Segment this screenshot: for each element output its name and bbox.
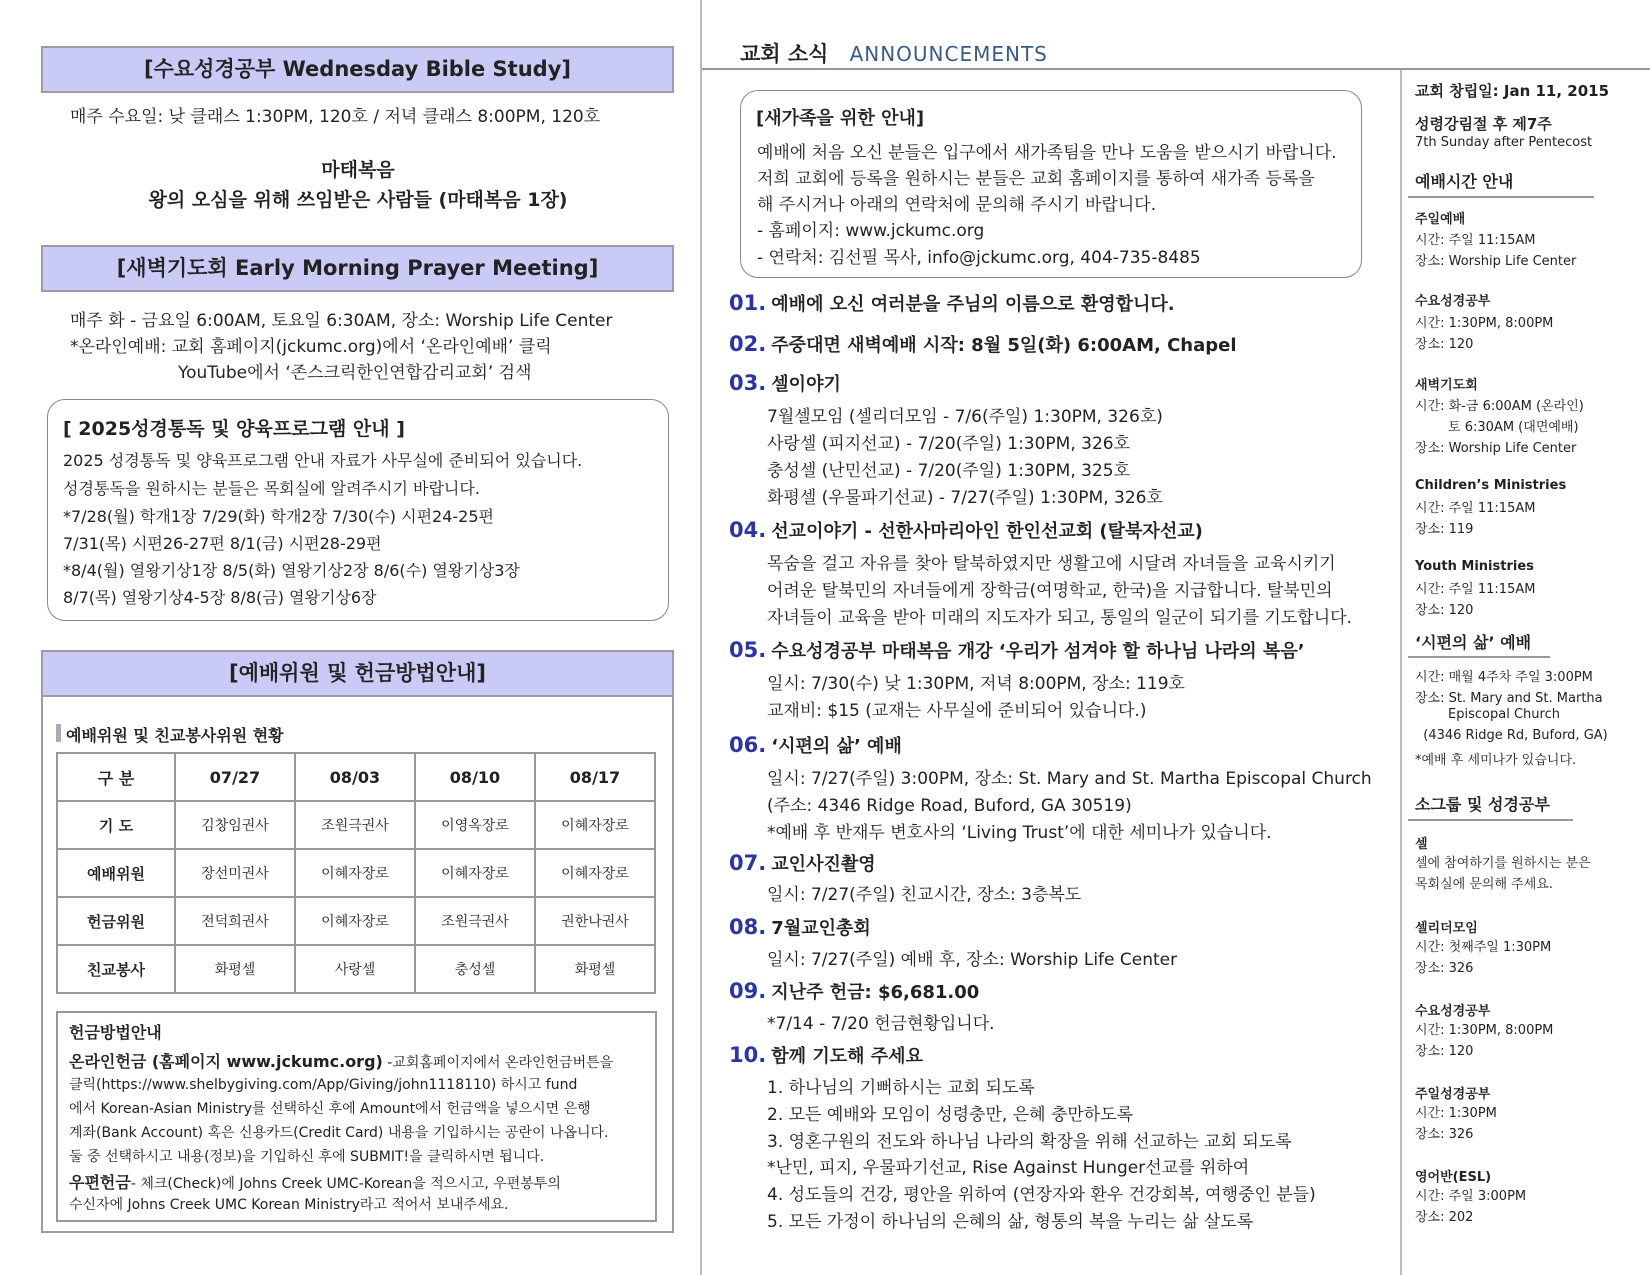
item-line: *예배 후 반재두 변호사의 ‘Living Trust’에 대한 세미나가 있습니다.	[767, 823, 1272, 843]
service-line: 시간: 화-금 6:00AM (온라인)	[1415, 399, 1584, 414]
duty-table	[56, 752, 656, 994]
table-cell: 조원극권사	[415, 897, 535, 945]
offering-line: 계좌(Bank Account) 혹은 신용카드(Credit Card) 내용을 기입하시는 공란이 나옵니다.	[69, 1125, 609, 1141]
offering-mail-label: 우편헌금	[69, 1173, 131, 1192]
offering-line: 에서 Korean-Asian Ministry를 선택하신 후에 Amount에서 헌금액을 넣으시면 은행	[69, 1101, 591, 1117]
table-cell: 이영옥장로	[415, 801, 535, 849]
worship-heading-rule	[1408, 196, 1594, 198]
table-header-row	[57, 753, 655, 801]
service-name: Youth Ministries	[1415, 559, 1534, 574]
offering-online-text: -교회홈페이지에서 온라인헌금버튼을	[382, 1055, 614, 1071]
service-line: 시간: 주일 11:15AM	[1415, 582, 1536, 597]
group-line: 시간: 주일 3:00PM	[1415, 1189, 1527, 1204]
table-cell: 사랑셀	[295, 945, 415, 993]
sidebar-divider	[1400, 70, 1402, 1275]
newcomer-line: - 홈페이지: www.jckumc.org	[757, 221, 985, 241]
item-line: *7/14 - 7/20 헌금현황입니다.	[767, 1014, 995, 1034]
table-cell: 전덕희권사	[175, 897, 295, 945]
table-cell: 이혜자장로	[295, 897, 415, 945]
service-line: 시간: 1:30PM, 8:00PM	[1415, 316, 1554, 331]
service-name: 새벽기도회	[1415, 378, 1478, 393]
group-line: 셀에 참여하기를 원하시는 분은	[1415, 856, 1591, 871]
reading-line: 8/7(목) 열왕기상4-5장 8/8(금) 열왕기상6장	[63, 588, 377, 607]
newcomer-line: 예배에 처음 오신 분들은 입구에서 새가족팀을 만나 도움을 받으시기 바랍니다.	[757, 143, 1337, 163]
service-line: 장소: Worship Life Center	[1415, 441, 1577, 456]
item-line: 일시: 7/27(주일) 3:00PM, 장소: St. Mary and St. Martha Episcopal Church	[767, 769, 1372, 789]
announcements-title-en: ANNOUNCEMENTS	[849, 42, 1048, 66]
table-cell: 이혜자장로	[535, 849, 655, 897]
item-line: 7월셀모임 (셀리더모임 - 7/6(주일) 1:30PM, 326호)	[767, 407, 1163, 427]
announcement-item	[729, 978, 979, 1004]
offering-online	[69, 1049, 613, 1072]
group-name: 셀	[1415, 837, 1428, 852]
table-row	[57, 897, 655, 945]
psalm-line: (4346 Ridge Rd, Buford, GA)	[1415, 728, 1608, 743]
service-line: 시간: 주일 11:15AM	[1415, 501, 1536, 516]
bible-study-book: 마태복음	[321, 159, 395, 181]
service-line: 토 6:30AM (대면예배)	[1415, 420, 1579, 435]
item-number: 05.	[729, 638, 767, 662]
table-cell: 조원극권사	[295, 801, 415, 849]
announcement-item	[729, 1042, 923, 1068]
item-title: ‘시편의 삶’ 예배	[771, 736, 902, 757]
newcomer-line: 저희 교회에 등록을 원하시는 분들은 교회 홈페이지를 통하여 새가족 등록을	[757, 169, 1315, 189]
item-title: 수요성경공부 마태복음 개강 ‘우리가 섬겨야 할 하나님 나라의 복음’	[771, 641, 1305, 662]
duty-subheading-marker	[56, 724, 61, 742]
page-fold-divider	[700, 0, 702, 1275]
item-number: 10.	[729, 1043, 767, 1067]
psalm-heading: ‘시편의 삶’ 예배	[1415, 633, 1532, 652]
item-line: *난민, 피지, 우물파기선교, Rise Against Hunger선교를 위하여	[767, 1158, 1250, 1178]
item-number: 09.	[729, 979, 767, 1003]
item-line: 2. 모든 예배와 모임이 성령충만, 은혜 충만하도록	[767, 1105, 1134, 1125]
group-heading: 소그룹 및 성경공부	[1415, 795, 1550, 814]
table-cell: 화평셀	[535, 945, 655, 993]
announcement-item	[729, 914, 871, 940]
item-line: 일시: 7/30(수) 낮 1:30PM, 저녁 8:00PM, 장소: 119호	[767, 674, 1185, 694]
item-number: 01.	[729, 291, 767, 315]
item-line: 일시: 7/27(주일) 친교시간, 장소: 3층복도	[767, 885, 1082, 905]
reading-heading: [ 2025성경통독 및 양육프로그램 안내 ]	[63, 418, 405, 440]
table-row-label: 기 도	[57, 801, 175, 849]
psalm-heading-rule	[1408, 656, 1550, 658]
offering-mail-text: - 체크(Check)에 Johns Creek UMC-Korean을 적으시고, 우편봉투의	[130, 1176, 561, 1192]
table-cell: 이혜자장로	[535, 801, 655, 849]
reading-line: *7/28(월) 학개1장 7/29(화) 학개2장 7/30(수) 시편24-25편	[63, 507, 494, 526]
offering-line: 둘 중 선택하시고 내용(정보)을 기입하신 후에 SUBMIT!을 클릭하시면 됩니다.	[69, 1149, 545, 1165]
group-line: 장소: 326	[1415, 961, 1474, 976]
psalm-line: Episcopal Church	[1415, 707, 1560, 722]
announcements-title-ko: 교회 소식	[740, 42, 829, 66]
reading-line: 성경통독을 원하시는 분들은 목회실에 알려주시기 바랍니다.	[63, 479, 480, 498]
item-line: (주소: 4346 Ridge Road, Buford, GA 30519)	[767, 796, 1132, 816]
psalm-line: 장소: St. Mary and St. Martha	[1415, 691, 1603, 706]
bible-study-schedule: 매주 수요일: 낮 클래스 1:30PM, 120호 / 저녁 클래스 8:00PM, 120호	[70, 107, 601, 127]
service-line: 장소: 120	[1415, 337, 1474, 352]
table-row	[57, 849, 655, 897]
announcement-item	[729, 850, 876, 876]
table-cell: 김창임권사	[175, 801, 295, 849]
service-name: 주일예배	[1415, 212, 1466, 227]
item-title: 지난주 헌금: $6,681.00	[771, 982, 980, 1003]
announcement-item	[729, 637, 1305, 663]
group-name: 영어반(ESL)	[1415, 1170, 1492, 1185]
table-cell: 이혜자장로	[295, 849, 415, 897]
table-row	[57, 801, 655, 849]
newcomer-line: - 연락처: 김선필 목사, info@jckumc.org, 404-735-8485	[757, 248, 1201, 268]
table-header-cell: 08/03	[295, 753, 415, 801]
item-line: 일시: 7/27(주일) 예배 후, 장소: Worship Life Center	[767, 950, 1178, 970]
announcement-item	[729, 370, 841, 396]
group-heading-rule	[1408, 819, 1573, 821]
item-title: 교인사진촬영	[771, 854, 876, 875]
announcements-rule	[702, 68, 1650, 70]
prayer-youtube: YouTube에서 ‘존스크릭한인연합감리교회’ 검색	[178, 363, 532, 383]
group-line: 장소: 120	[1415, 1044, 1474, 1059]
item-line: 5. 모든 가정이 하나님의 은혜의 삶, 형통의 복을 누리는 삶 살도록	[767, 1212, 1254, 1232]
service-line: 장소: 119	[1415, 522, 1474, 537]
item-title: 함께 기도해 주세요	[771, 1046, 923, 1067]
reading-line: 7/31(목) 시편26-27편 8/1(금) 시편28-29편	[63, 534, 382, 553]
item-line: 어려운 탈북민의 자녀들에게 장학금(여명학교, 한국)을 지급합니다. 탈북민의	[767, 581, 1333, 601]
table-row-label: 친교봉사	[57, 945, 175, 993]
newcomer-heading: [새가족을 위한 안내]	[756, 108, 925, 129]
founded-date: 교회 창립일: Jan 11, 2015	[1415, 82, 1610, 100]
table-cell: 장선미권사	[175, 849, 295, 897]
reading-line: *8/4(월) 열왕기상1장 8/5(화) 열왕기상2장 8/6(수) 열왕기상3장	[63, 561, 520, 580]
bible-study-topic: 왕의 오심을 위해 쓰임받은 사람들 (마태복음 1장)	[148, 189, 568, 211]
service-line: 장소: 120	[1415, 603, 1474, 618]
table-cell: 권한나권사	[535, 897, 655, 945]
group-name: 주일성경공부	[1415, 1087, 1491, 1102]
table-row-label: 예배위원	[57, 849, 175, 897]
group-line: 시간: 첫째주일 1:30PM	[1415, 940, 1552, 955]
offering-heading: 헌금방법안내	[69, 1023, 162, 1042]
group-line: 장소: 326	[1415, 1127, 1474, 1142]
item-number: 08.	[729, 915, 767, 939]
item-line: 목숨을 걸고 자유를 찾아 탈북하였지만 생활고에 시달려 자녀들을 교육시키기	[767, 554, 1336, 574]
service-line: 장소: Worship Life Center	[1415, 254, 1577, 269]
group-line: 장소: 202	[1415, 1210, 1474, 1225]
group-line: 목회실에 문의해 주세요.	[1415, 877, 1553, 892]
item-line: 사랑셀 (피지선교) - 7/20(주일) 1:30PM, 326호	[767, 434, 1131, 454]
duty-subheading: 예배위원 및 친교봉사위원 현황	[66, 726, 284, 745]
worship-heading: 예배시간 안내	[1415, 172, 1514, 191]
group-line: 시간: 1:30PM, 8:00PM	[1415, 1023, 1554, 1038]
duty-heading: [예배위원 및 헌금방법안내]	[41, 650, 674, 697]
group-name: 셀리더모임	[1415, 921, 1478, 936]
announcement-item	[729, 517, 1203, 543]
item-title: 주중대면 새벽예배 시작: 8월 5일(화) 6:00AM, Chapel	[771, 335, 1237, 356]
item-line: 자녀들이 교육을 받아 미래의 지도자가 되고, 통일의 일군이 되기를 기도합니다.	[767, 608, 1352, 628]
table-cell: 이혜자장로	[415, 849, 535, 897]
bible-study-heading: [수요성경공부 Wednesday Bible Study]	[41, 46, 674, 93]
item-line: 4. 성도들의 건강, 평안을 위하여 (연장자와 환우 건강회복, 여행중인 분들)	[767, 1185, 1316, 1205]
prayer-online: *온라인예배: 교회 홈페이지(jckumc.org)에서 ‘온라인예배’ 클릭	[70, 337, 552, 357]
item-title: 셀이야기	[771, 374, 841, 395]
reading-line: 2025 성경통독 및 양육프로그램 안내 자료가 사무실에 준비되어 있습니다.	[63, 451, 583, 470]
item-number: 03.	[729, 371, 767, 395]
item-number: 06.	[729, 733, 767, 757]
service-line: 시간: 주일 11:15AM	[1415, 233, 1536, 248]
offering-line: 클릭(https://www.shelbygiving.com/App/Giving/john1118110) 하시고 fund	[69, 1077, 578, 1093]
item-line: 충성셀 (난민선교) - 7/20(주일) 1:30PM, 325호	[767, 461, 1131, 481]
table-row	[57, 945, 655, 993]
offering-online-label: 온라인헌금 (홈페이지 www.jckumc.org)	[69, 1052, 383, 1071]
announcement-item	[729, 732, 902, 758]
item-number: 07.	[729, 851, 767, 875]
table-cell: 화평셀	[175, 945, 295, 993]
psalm-line: *예배 후 세미나가 있습니다.	[1415, 753, 1577, 768]
table-header-cell: 08/17	[535, 753, 655, 801]
group-name: 수요성경공부	[1415, 1004, 1491, 1019]
table-header-cell: 07/27	[175, 753, 295, 801]
item-line: 화평셀 (우물파기선교) - 7/27(주일) 1:30PM, 326호	[767, 488, 1163, 508]
table-header-cell: 구 분	[57, 753, 175, 801]
item-title: 7월교인총회	[771, 918, 871, 939]
announcement-item	[729, 290, 1175, 316]
offering-mail-text-2: 수신자에 Johns Creek UMC Korean Ministry라고 적어서 보내주세요.	[69, 1197, 509, 1213]
table-row-label: 헌금위원	[57, 897, 175, 945]
liturgical-sunday-en: 7th Sunday after Pentecost	[1415, 135, 1593, 150]
item-number: 02.	[729, 332, 767, 356]
service-name: Children’s Ministries	[1415, 478, 1567, 493]
psalm-line: 시간: 매월 4주차 주일 3:00PM	[1415, 670, 1593, 685]
announcements-title	[740, 38, 1048, 68]
item-line: 3. 영혼구원의 전도와 하나님 나라의 확장을 위해 선교하는 교회 되도록	[767, 1132, 1292, 1152]
liturgical-sunday: 성령강림절 후 제7주	[1415, 115, 1552, 133]
table-cell: 충성셀	[415, 945, 535, 993]
group-line: 시간: 1:30PM	[1415, 1106, 1497, 1121]
table-header-cell: 08/10	[415, 753, 535, 801]
item-line: 1. 하나님의 기뻐하시는 교회 되도록	[767, 1078, 1035, 1098]
item-title: 선교이야기 - 선한사마리아인 한인선교회 (탈북자선교)	[771, 521, 1203, 542]
item-line: 교재비: $15 (교재는 사무실에 준비되어 있습니다.)	[767, 701, 1147, 721]
prayer-heading: [새벽기도회 Early Morning Prayer Meeting]	[41, 245, 674, 292]
item-number: 04.	[729, 518, 767, 542]
service-name: 수요성경공부	[1415, 294, 1491, 309]
offering-mail	[69, 1170, 561, 1193]
announcement-item	[729, 331, 1237, 357]
item-title: 예배에 오신 여러분을 주님의 이름으로 환영합니다.	[771, 294, 1175, 315]
newcomer-line: 해 주시거나 아래의 연락처에 문의해 주시기 바랍니다.	[757, 195, 1157, 215]
prayer-schedule: 매주 화 - 금요일 6:00AM, 토요일 6:30AM, 장소: Worship Life Center	[70, 311, 613, 331]
